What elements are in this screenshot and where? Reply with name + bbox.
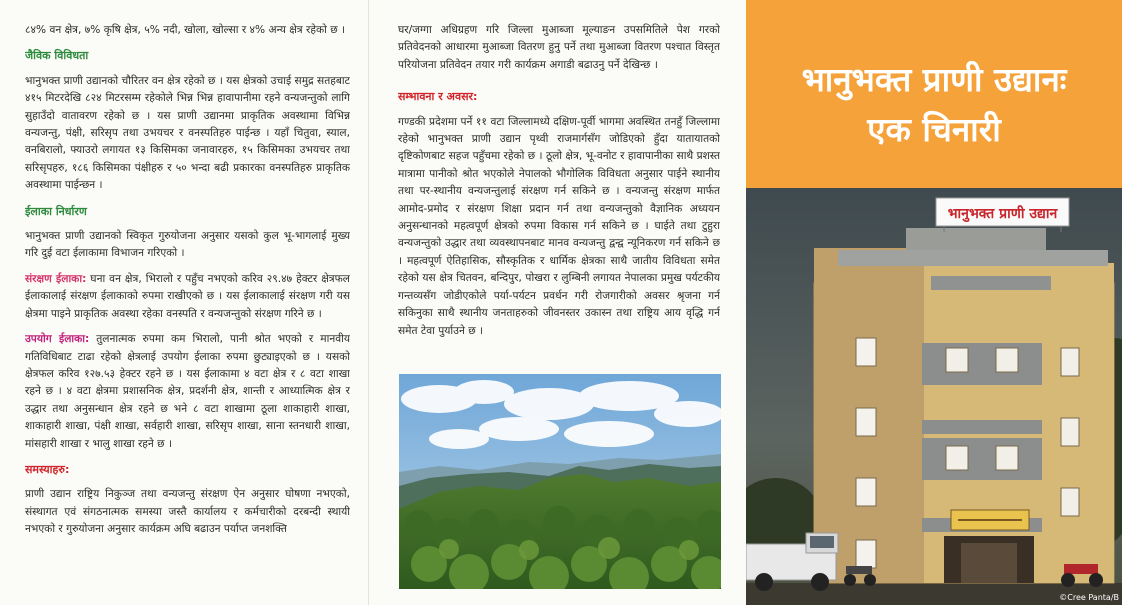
conservation-zone-lead: संरक्षण ईलाका: [25,272,87,285]
use-zone-text: तुलनात्मक रुपमा कम भिरालो, पानी श्रोत भएको र मानवीय गतिविधिबाट टाढा रहेको क्षेत्रलाई उपयोग ईलाका रुपमा छुट्याइएको छ । यसको क्षेत्रफल करिव १२७.५३ हेक्टर रहने छ । यस ईलाकामा ४ वटा क्षेत्र र ८ वटा शाखा रहने छ । ४ वटा क्षेत्रमा प्रशासनिक क्षेत्र, प्रदर्शनी क्षेत्र, शान्ती र आध्यात्मिक क्षेत्र र उद्धार तथा अनुसन्धान क्षेत्र रहने छ भने ८ वटा शाखामा ठूला शाकाहारी शाखा, शाकाहारी शाखा, पंक्षी शाखा, सर्वहारी शाखा, सरिसृप शाखा, साना स्तनधारी शाखा, मांसहारी शाखा र भालु शाखा रहने छ । [25,333,350,450]
photo-credit: ©Cree Panta/B [1059,593,1119,602]
column-divider [368,0,369,605]
heading-zoning: ईलाका निर्धारण [25,204,87,218]
problems-paragraph: प्राणी उद्यान राष्ट्रिय निकुञ्ज तथा वन्यजन्तु संरक्षण ऐन अनुसार घोषणा नभएको, संस्थागत एवं संगठनात्मक समस्या जस्तै कार्यालय र कर्मचारीको दरबन्दी स्थायी नभएको र गुरुयोजना अनुसार कार्यक्रम अघि बढाउन पर्याप्त जनशक्ति [25,488,350,536]
potential-paragraph: गण्डकी प्रदेशमा पर्ने ११ वटा जिल्लामध्ये दक्षिण-पूर्वी भागमा अवस्थित तनहुँ जिल्लामा रहेको भानुभक्त प्राणी उद्यान पृथ्वी राजमार्गसँग जोडिएको हुँदा यातायातको दृष्टिकोणबाट सहज पहुँचमा रहेको छ । ठूलो क्षेत्र, भू-वनोट र हावापानीका साथै प्रशस्त मात्रामा पानीको श्रोत भएकोले नेपालको भौगोलिक विविधता अनुसार पाईने स्थानीय तथा पर-स्थानीय वन्यजन्तुलाई संरक्षण गर्न सकिने छ । वन्यजन्तु संरक्षण मार्फत आमोद-प्रमोद र संरक्षण शिक्षा प्रदान गर्न तथा वन्यजन्तुको वैज्ञानिक अध्ययन अनुसन्धानको महत्वपूर्ण क्षेत्रको रुपमा विकास गर्न सकिने छ । घाईते तथा टुहुरा वन्यजन्तुको उद्धार तथा व्यवस्थापनबाट मानव वन्यजन्तु द्वन्द्व न्यूनिकरण गर्न सकिने छ । महत्वपूर्ण ऐतिहासिक, सौस्कृतिक र धार्मिक क्षेत्रका साथै जातीय विविधता समेत रहेको यस क्षेत्र चितवन, बन्दिपुर, पोखरा र लुम्बिनी लगायत नेपालका प्रमुख पर्यटकीय गन्तव्यसँग जोडीएकोले पर्या-पर्यटन प्रवर्धन गरी रोजगारीको अवसर श्रृजना गर्न सकिनुका साथै स्थानीय जनताहरुको जीवनस्तर उकास्न तथा राष्ट्रिय आय वृद्धि गर्न समेत टेवा पुर्याउने छ । [398,115,720,337]
building-sign-text: भानुभक्त प्राणी उद्यान [947,206,1058,222]
zoning-paragraph: भानुभक्त प्राणी उद्यानको स्विकृत गुरुयोजना अनुसार यसको कुल भू-भागलाई मुख्य गरि दुई वटा ईलाकामा विभाजन गरिएको । [25,230,350,260]
building-illustration [746,188,1122,605]
intro-paragraph: ८४% वन क्षेत्र, ७% कृषि क्षेत्र, ५% नदी, खोला, खोल्सा र ४% अन्य क्षेत्र रहेको छ । [25,24,346,36]
cover-title [746,55,1122,155]
text-column-1 [25,0,350,605]
heading-biodiversity: जैविक विविधता [25,49,89,63]
heading-problems: समस्याहरु: [25,462,70,476]
heading-potential: सम्भावना र अवसर: [398,90,478,104]
zoo-office-building-photo [746,188,1122,605]
biodiversity-paragraph: भानुभक्त प्राणी उद्यानको चौरितर वन क्षेत्र रहेको छ । यस क्षेत्रको उचाई समुद्र सतहबाट ४१५ मिटरदेखि ८२४ मिटरसम्म रहेकोले भिन्न भिन्न हावापानीमा रहने वन्यजन्तुको लागि सुहाउँदो वातावरण रहेको छ । यस प्राणी उद्यानमा प्राकृतिक अवस्थामा विभिन्न वन्यजन्तु, पंक्षी, सरिसृप तथा उभयचर र वनस्पतिहरु पाईन्छ । यहाँ चितुवा, स्याल, वनबिरालो, फ्याउरो लगायत १३ किसिमका जनावारहरु, १५ किसिमका उभयचर तथा सरिसृपहरु, १८६ किसिमका पंक्षीहरु र ५० भन्दा बढी प्रकारका वनस्पतिहरु प्राकृतिक अवस्थामा पाईन्छन । [25,74,350,192]
cover-panel [746,0,1122,605]
acquisition-paragraph: घर/जग्गा अधिग्रहण गरि जिल्ला मुआब्जा मूल्याङन उपसमितिले पेश गरको प्रतिवेदनको आधारमा मुआब्जा वितरण हुनु पर्ने तथा मुआब्जा वितरण पश्चात विस्तृत परियोजना प्रतिवेदन तयार गरी कार्यक्रम अगाडी बढाउनु पर्ने देखिन्छ । [398,24,720,71]
forest-hills-illustration [399,374,721,589]
use-zone-paragraph [25,331,350,453]
forest-hills-photo [399,374,721,589]
cover-title-line-2: एक चिनारी [867,110,1001,149]
conservation-zone-paragraph [25,271,350,323]
conservation-zone-text: घना वन क्षेत्र, भिरालो र पहुँच नभएको करिव २९.४७ हेक्टर क्षेत्रफल ईलाकालाई संरक्षण ईलाकाको रुपमा राखीएको छ । यस ईलाकालाई संरक्षण गरी यस क्षेत्रमा पाइने प्राकृतिक अवस्था रहेका वनस्पति र वन्यजन्तुको संरक्षण गरिने छ । [25,272,350,320]
cover-title-line-1: भानुभक्त प्राणी उद्यानः [801,60,1067,99]
use-zone-lead: उपयोग ईलाका: [25,333,90,346]
title-box [746,0,1122,188]
